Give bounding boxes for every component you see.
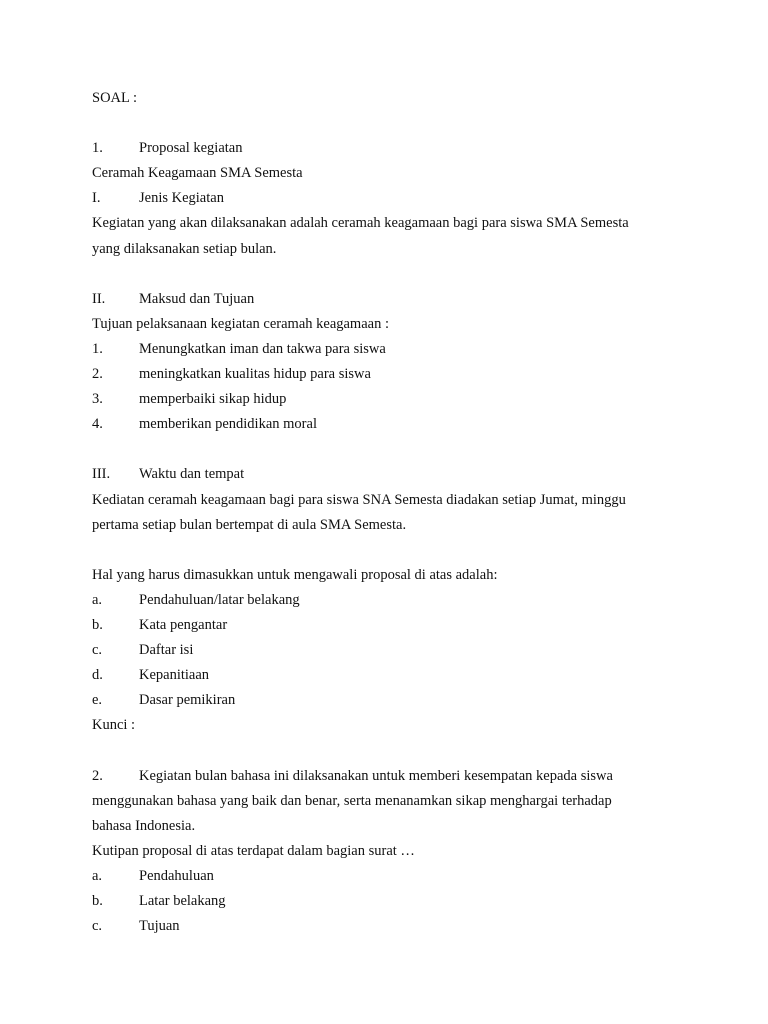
option-text: Daftar isi: [139, 642, 194, 659]
blank-line: [92, 437, 692, 462]
list-item-text: memperbaiki sikap hidup: [139, 391, 287, 408]
section-1-heading: [92, 186, 692, 211]
section-2-intro: Tujuan pelaksanaan kegiatan ceramah keagamaan :: [92, 315, 389, 332]
q2-line-1: [92, 764, 692, 789]
list-item-number: 1.: [92, 340, 103, 357]
q1-title-line: [92, 136, 692, 161]
option-letter: b.: [92, 893, 103, 909]
q2-question: Kutipan proposal di atas terdapat dalam bagian surat …: [92, 842, 415, 859]
heading: SOAL :: [92, 90, 137, 106]
option-text: Tujuan: [139, 918, 180, 935]
section-3-number: III.: [92, 466, 111, 483]
answer-option: [92, 638, 692, 663]
list-item-text: memberikan pendidikan moral: [139, 416, 317, 433]
option-letter: a.: [92, 591, 103, 608]
option-text: Kepanitiaan: [139, 667, 210, 684]
answer-option: [92, 864, 692, 889]
list-item: [92, 362, 692, 387]
list-item-text: Menungkatkan iman dan takwa para siswa: [139, 340, 386, 357]
q1-question: Hal yang harus dimasukkan untuk mengawali proposal di atas adalah:: [92, 566, 498, 583]
option-letter: a.: [92, 867, 103, 884]
section-3-text-line-2: pertama setiap bulan bertempat di aula SMA Semesta.: [92, 516, 407, 533]
answer-option: [92, 663, 692, 688]
q1-number: 1.: [92, 140, 103, 157]
option-text: Kata pengantar: [139, 616, 228, 633]
section-3-title: Waktu dan tempat: [139, 466, 245, 483]
answer-key: Kunci :: [92, 717, 136, 734]
section-2-heading: [92, 287, 692, 312]
section-1-title: Jenis Kegiatan: [139, 190, 224, 207]
answer-option: [92, 914, 692, 939]
section-3-heading: [92, 462, 692, 487]
blank-line: [92, 111, 692, 136]
blank-line: [92, 738, 692, 763]
document-page: [92, 86, 692, 939]
q2-line-3: bahasa Indonesia.: [92, 817, 196, 834]
answer-option: [92, 588, 692, 613]
option-text: Pendahuluan: [139, 867, 214, 884]
list-item: [92, 412, 692, 437]
section-1-text-line-2: yang dilaksanakan setiap bulan.: [92, 240, 277, 257]
list-item: [92, 387, 692, 412]
q2-text-1: Kegiatan bulan bahasa ini dilaksanakan untuk memberi kesempatan kepada siswa: [139, 767, 613, 784]
answer-option: [92, 688, 692, 713]
option-letter: e.: [92, 692, 103, 709]
answer-option: [92, 889, 692, 914]
q2-line-2: menggunakan bahasa yang baik dan benar, serta menanamkan sikap menghargai terhadap: [92, 792, 612, 809]
option-text: Pendahuluan/latar belakang: [139, 591, 300, 608]
q1-title: Proposal kegiatan: [139, 140, 243, 157]
option-letter: d.: [92, 667, 103, 684]
list-item-number: 3.: [92, 391, 103, 408]
option-text: Dasar pemikiran: [139, 692, 236, 709]
q1-subtitle: Ceramah Keagamaan SMA Semesta: [92, 165, 303, 182]
section-1-text-line-1: Kegiatan yang akan dilaksanakan adalah ceramah keagamaan bagi para siswa SMA Semesta: [92, 215, 629, 232]
option-text: Latar belakang: [139, 893, 226, 909]
answer-option: [92, 613, 692, 638]
list-item: [92, 337, 692, 362]
list-item-number: 4.: [92, 416, 103, 433]
section-2-number: II.: [92, 290, 106, 307]
option-letter: c.: [92, 918, 103, 935]
list-item-number: 2.: [92, 366, 103, 383]
blank-line: [92, 262, 692, 287]
option-letter: c.: [92, 642, 103, 659]
q2-number: 2.: [92, 767, 103, 784]
section-3-text-line-1: Kediatan ceramah keagamaan bagi para siswa SNA Semesta diadakan setiap Jumat, minggu: [92, 491, 626, 508]
option-letter: b.: [92, 616, 103, 633]
list-item-text: meningkatkan kualitas hidup para siswa: [139, 366, 371, 383]
section-1-number: I.: [92, 190, 101, 207]
section-2-title: Maksud dan Tujuan: [139, 290, 255, 307]
blank-line: [92, 538, 692, 563]
